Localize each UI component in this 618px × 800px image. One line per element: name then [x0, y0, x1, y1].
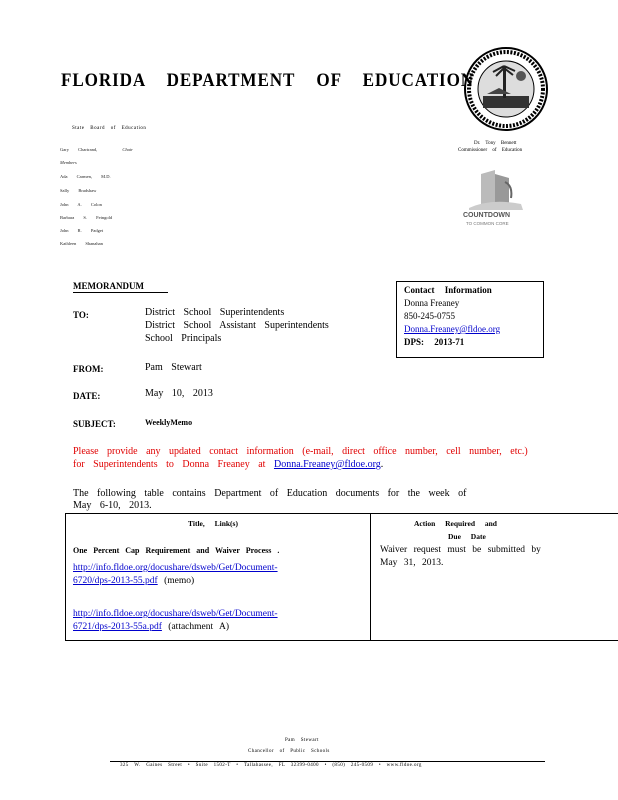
board-members-label: Members — [60, 160, 77, 165]
board-label: State Board of Education — [72, 126, 147, 131]
dps-number: DPS: 2013-71 — [404, 337, 465, 347]
doc-link[interactable]: 6721/dps-2013-55a.pdf — [73, 622, 162, 632]
to-line: District School Superintendents — [145, 307, 285, 318]
date-label: DATE: — [73, 391, 101, 401]
to-line: District School Assistant Superintendents — [145, 320, 329, 331]
contact-phone: 850-245-0755 — [404, 311, 455, 321]
subject-label: SUBJECT: — [73, 419, 116, 429]
notice-email-link[interactable]: Donna.Freaney@fldoe.org — [273, 459, 381, 470]
intro-line: The following table contains Department of Education documents for the week of — [73, 488, 467, 499]
intro-line: May 6-10, 2013. — [73, 500, 152, 511]
action-text: Waiver request must be submitted by — [380, 545, 541, 555]
to-label: TO: — [73, 310, 89, 320]
state-seal-icon — [463, 46, 549, 132]
table-border — [65, 640, 618, 641]
footer-divider — [110, 761, 545, 762]
memo-underline — [73, 292, 168, 293]
action-text: May 31, 2013. — [380, 558, 444, 568]
doc-link[interactable]: http://info.fldoe.org/docushare/dsweb/Get/Document- — [73, 563, 278, 573]
from-value: Pam Stewart — [145, 362, 202, 373]
date-value: May 10, 2013 — [145, 388, 213, 399]
row-title: One Percent Cap Requirement and Waiver Process . — [73, 546, 280, 555]
contact-name: Donna Freaney — [404, 298, 460, 308]
footer-title: Chancellor of Public Schools — [248, 749, 330, 754]
footer-address: 325 W. Gaines Street • Suite 1502-T • Tallahassee, FL 32399-0400 • (850) 245-0509 • www.fldoe.org — [120, 763, 422, 768]
notice-line: Please provide any updated contact information (e-mail, direct office number, cell number, etc.) — [73, 446, 528, 457]
board-member: John A. Colon — [60, 202, 102, 207]
table-header-action: Action Required and — [414, 519, 497, 528]
subject-value: WeeklyMemo — [145, 418, 193, 427]
table-border — [65, 513, 66, 641]
board-chair: Gary Chartrand, Chair — [60, 147, 133, 152]
doc-link-row: 6720/dps-2013-55.pdf (memo) — [73, 576, 195, 586]
from-label: FROM: — [73, 364, 104, 374]
commissioner-name: Dr. Tony Bennett — [474, 141, 517, 146]
doc-link[interactable]: http://info.fldoe.org/docushare/dsweb/Get/Document- — [73, 609, 278, 619]
table-border — [370, 513, 371, 641]
logo-text: COUNTDOWN — [463, 212, 511, 219]
notice-line: for Superintendents to Donna Freaney at Donna.Freaney@fldoe.org. — [73, 459, 384, 470]
board-member: Kathleen Shanahan — [60, 241, 103, 246]
doc-link-row: 6721/dps-2013-55a.pdf (attachment A) — [73, 622, 230, 632]
page-title: FLORIDA DEPARTMENT OF EDUCATION — [61, 70, 475, 91]
logo-subtext: TO COMMON CORE — [466, 221, 509, 226]
doc-link[interactable]: 6720/dps-2013-55.pdf — [73, 576, 158, 586]
table-header-due: Due Date — [448, 532, 486, 541]
commissioner-title: Commissioner of Education — [458, 148, 523, 153]
board-member: John R. Padget — [60, 228, 104, 233]
contact-title: Contact Information — [404, 285, 492, 295]
board-member: Barbara S. Feingold — [60, 215, 113, 220]
to-line: School Principals — [145, 333, 222, 344]
board-member: Ada Carmen, M.D. — [60, 174, 111, 179]
board-member: Sally Bradshaw — [60, 188, 97, 193]
table-border — [65, 513, 618, 514]
table-header-title: Title, Link(s) — [188, 519, 238, 528]
contact-email-link[interactable]: Donna.Freaney@fldoe.org — [404, 324, 501, 334]
memo-heading: MEMORANDUM — [73, 281, 144, 291]
footer-name: Pam Stewart — [285, 738, 319, 743]
